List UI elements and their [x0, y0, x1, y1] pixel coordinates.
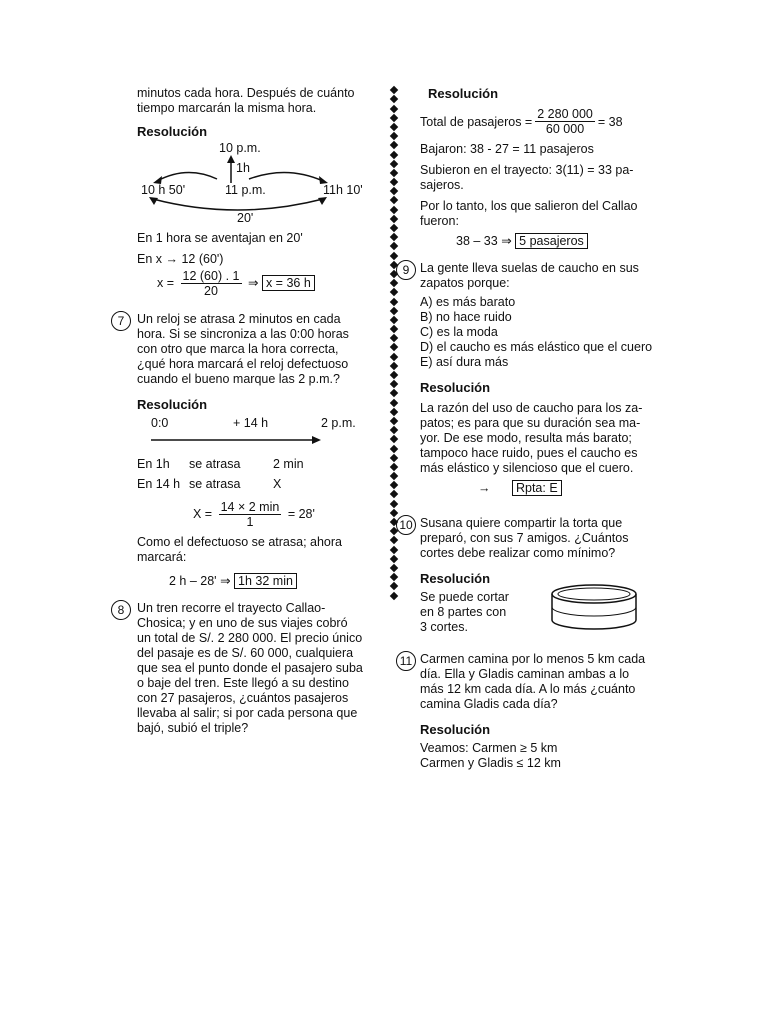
divider-diamond [390, 114, 398, 122]
resolution-heading: Resolución [137, 124, 208, 139]
diamond-divider [388, 84, 400, 784]
divider-diamond [390, 196, 398, 204]
problem-line: bajó, subió el triple? [137, 721, 249, 735]
problem-line: que sea el punto donde el pasajero suba [137, 661, 363, 675]
final-answer [420, 233, 660, 249]
resolution-heading: Resolución [420, 380, 491, 395]
boxed-result: x = 36 h [262, 275, 315, 291]
diagram-top-label: 10 p.m. [219, 141, 261, 155]
problem-line: camina Gladis cada día? [420, 697, 558, 711]
formula-X [137, 500, 377, 529]
divider-diamond [390, 426, 398, 434]
diagram-right-label: 11h 10' [323, 183, 363, 197]
divider-diamond [390, 435, 398, 443]
option-item: B) no hace ruido [420, 310, 512, 324]
formula-lhs: x = [157, 275, 175, 290]
divider-diamond [390, 509, 398, 517]
rate-cell: se atrasa [189, 457, 241, 471]
divider-diamond [390, 591, 398, 599]
divider-diamond [390, 224, 398, 232]
option-item: D) el caucho es más elástico que el cuero [420, 340, 653, 354]
left-column [117, 86, 377, 736]
options-list [420, 295, 660, 370]
res-line: yor. De ese modo, resulta más barato; [420, 431, 632, 445]
divider-diamond [390, 481, 398, 489]
divider-diamond [390, 242, 398, 250]
rate-cell: X [273, 477, 282, 491]
problem-line: llevaba al salir; si por cada persona que [137, 706, 358, 720]
problem-line: día. Ella y Gladis caminan ambas a lo [420, 667, 630, 681]
divider-diamond [390, 306, 398, 314]
problem-line: Chosica; y en uno de sus viajes cobró [137, 616, 348, 630]
rate-cell: En 1h [137, 457, 170, 471]
divider-diamond [390, 343, 398, 351]
implies-arrow: ⇒ [501, 234, 512, 248]
res-line: Carmen y Gladis ≤ 12 km [420, 756, 561, 770]
problem-number: 10 [396, 515, 416, 535]
option-item: C) es la moda [420, 325, 498, 339]
diagram-bottom-label: 20' [237, 211, 254, 225]
divider-diamond [390, 233, 398, 241]
divider-diamond [390, 334, 398, 342]
resolution-heading: Resolución [420, 571, 491, 586]
divider-diamond [390, 104, 398, 112]
fraction-den: 60 000 [545, 122, 585, 136]
divider-diamond [390, 159, 398, 167]
problem-line: con otro que marca la hora correcta, [137, 342, 339, 356]
problem-line: con 27 pasajeros, ¿cuántos pasajeros [137, 691, 349, 705]
problem-8 [117, 601, 377, 736]
res-line: sajeros. [420, 178, 464, 192]
fraction-num: 14 × 2 min [220, 500, 280, 514]
boxed-result: 1h 32 min [234, 573, 297, 589]
divider-diamond [390, 187, 398, 195]
problem-line: cortes debe realizar como mínimo? [420, 546, 616, 560]
divider-diamond [390, 150, 398, 158]
fraction [181, 269, 242, 298]
divider-diamond [390, 417, 398, 425]
problem-7 [117, 312, 377, 387]
resolution-heading: Resolución [428, 86, 499, 101]
divider-diamond [390, 362, 398, 370]
formula-x [137, 269, 377, 298]
problem-line: Susana quiere compartir la torta que [420, 516, 623, 530]
res-line: Bajaron: 38 - 27 = 11 pasajeros [420, 142, 594, 156]
res-line: Se puede cortar [420, 590, 509, 604]
divider-diamond [390, 564, 398, 572]
problem-line: Carmen camina por lo menos 5 km cada [420, 652, 646, 666]
timeline [137, 416, 377, 450]
divider-diamond [390, 545, 398, 553]
divider-diamond [390, 582, 398, 590]
implies-arrow: ⇒ [247, 275, 259, 290]
divider-diamond [390, 279, 398, 287]
boxed-answer: Rpta: E [512, 480, 562, 496]
implies-arrow: ⇒ [220, 574, 231, 588]
res-paragraph [420, 401, 660, 476]
fraction-num: 12 (60) . 1 [182, 269, 240, 283]
divider-diamond [390, 472, 398, 480]
right-column [399, 86, 660, 771]
problem-number: 9 [396, 260, 416, 280]
res-line: En x → 12 (60') [137, 252, 224, 266]
fraction [219, 500, 282, 529]
problem-9 [402, 261, 660, 291]
divider-diamond [390, 325, 398, 333]
problem-line: más 12 km cada día. A lo más ¿cuánto [420, 682, 636, 696]
divider-diamond [390, 251, 398, 259]
divider-diamond [390, 297, 398, 305]
divider-diamond [390, 573, 398, 581]
divider-diamond [390, 490, 398, 498]
res-line: en 8 partes con [420, 605, 507, 619]
res-line: fueron: [420, 214, 459, 228]
res-line: tampoco hace ruido, pues el caucho es [420, 446, 638, 460]
problem-10 [399, 516, 660, 561]
divider-diamond [390, 215, 398, 223]
formula-total [420, 107, 660, 136]
problem-number: 11 [396, 651, 416, 671]
rate-row [137, 454, 377, 474]
diagram-up-label: 1h [236, 161, 250, 175]
answer-arrow: → [478, 481, 491, 495]
divider-diamond [390, 444, 398, 452]
rate-cell: se atrasa [189, 477, 241, 491]
diagram-center-label: 11 p.m. [225, 183, 266, 197]
divider-diamond [390, 398, 398, 406]
res-line: más elástico y silencioso que el cuero. [420, 461, 634, 475]
option-item: E) así dura más [420, 355, 509, 369]
divider-diamond [390, 141, 398, 149]
problem-line: Un tren recorre el trayecto Callao- [137, 601, 326, 615]
res-line: patos; es para que su duración sea ma- [420, 416, 641, 430]
divider-diamond [390, 352, 398, 360]
timeline-start: 0:0 [151, 416, 169, 430]
resolution-heading: Resolución [137, 397, 208, 412]
divider-diamond [390, 555, 398, 563]
timeline-arrow [137, 416, 377, 450]
intro-line: tiempo marcarán la misma hora. [137, 101, 317, 115]
divider-diamond [390, 178, 398, 186]
problem-line: del pasaje es de S/. 60 000, cualquiera [137, 646, 354, 660]
boxed-result: 5 pasajeros [515, 233, 588, 249]
problem-number: 8 [111, 600, 131, 620]
formula-lhs: Total de pasajeros = [420, 114, 533, 129]
divider-diamond [390, 86, 398, 94]
problem-line: zapatos porque: [420, 276, 510, 290]
divider-diamond [390, 389, 398, 397]
problem-line: cuando el bueno marque las 2 p.m.? [137, 372, 340, 386]
final-answer [137, 573, 377, 589]
divider-diamond [390, 288, 398, 296]
intro-line: minutos cada hora. Después de cuánto [137, 86, 355, 100]
divider-diamond [390, 499, 398, 507]
divider-diamond [390, 132, 398, 140]
res-line: 3 cortes. [420, 620, 468, 634]
res-line: Subieron en el trayecto: 3(11) = 33 pa- [420, 163, 634, 177]
divider-diamond [390, 380, 398, 388]
cake-section [420, 590, 660, 646]
timeline-mid: + 14 h [233, 416, 269, 430]
divider-diamond [390, 371, 398, 379]
res-line: Veamos: Carmen ≥ 5 km [420, 741, 558, 755]
fraction-den: 1 [246, 515, 254, 529]
res-line: Por lo tanto, los que salieron del Callao [420, 199, 638, 213]
formula-rhs: = 28' [287, 506, 315, 521]
clock-diagram [137, 139, 377, 227]
divider-diamond [390, 408, 398, 416]
problem-line: preparó, con sus 7 amigos. ¿Cuántos [420, 531, 629, 545]
divider-diamond [390, 169, 398, 177]
problem-line: un total de S/. 2 280 000. El precio único [137, 631, 363, 645]
fraction-num: 2 280 000 [537, 107, 593, 121]
divider-diamond [390, 316, 398, 324]
option-item: A) es más barato [420, 295, 516, 309]
divider-diamond [390, 123, 398, 131]
res-line: marcará: [137, 550, 187, 564]
divider-diamond [390, 95, 398, 103]
rate-cell: 2 min [273, 457, 304, 471]
rate-table [137, 454, 377, 494]
final-expr: 38 – 33 [456, 234, 498, 248]
divider-diamond [390, 536, 398, 544]
timeline-end: 2 p.m. [321, 416, 356, 430]
res-line: La razón del uso de caucho para los za- [420, 401, 643, 415]
divider-diamond [390, 463, 398, 471]
fraction [535, 107, 595, 136]
fraction-den: 20 [204, 284, 218, 298]
problem-line: Un reloj se atrasa 2 minutos en cada [137, 312, 341, 326]
rate-row [137, 474, 377, 494]
problem-11 [399, 652, 660, 712]
final-expr: 2 h – 28' [169, 574, 217, 588]
formula-lhs: X = [193, 506, 213, 521]
divider-diamond [390, 453, 398, 461]
res-line: Como el defectuoso se atrasa; ahora [137, 535, 342, 549]
problem-line: hora. Si se sincroniza a las 0:00 horas [137, 327, 349, 341]
diagram-left-label: 10 h 50' [141, 183, 186, 197]
resolution-heading: Resolución [420, 722, 491, 737]
divider-diamond [390, 205, 398, 213]
problem-line: ¿qué hora marcará el reloj defectuoso [137, 357, 349, 371]
problem-line: o baje del tren. Este llegó a su destino [137, 676, 349, 690]
problem-number: 7 [111, 311, 131, 331]
cake-icon [548, 582, 640, 636]
answer-line [420, 480, 660, 496]
res-line: En 1 hora se aventajan en 20' [137, 231, 303, 245]
rate-cell: En 14 h [137, 477, 181, 491]
formula-rhs: = 38 [597, 114, 623, 129]
problem-line: La gente lleva suelas de caucho en sus [420, 261, 639, 275]
